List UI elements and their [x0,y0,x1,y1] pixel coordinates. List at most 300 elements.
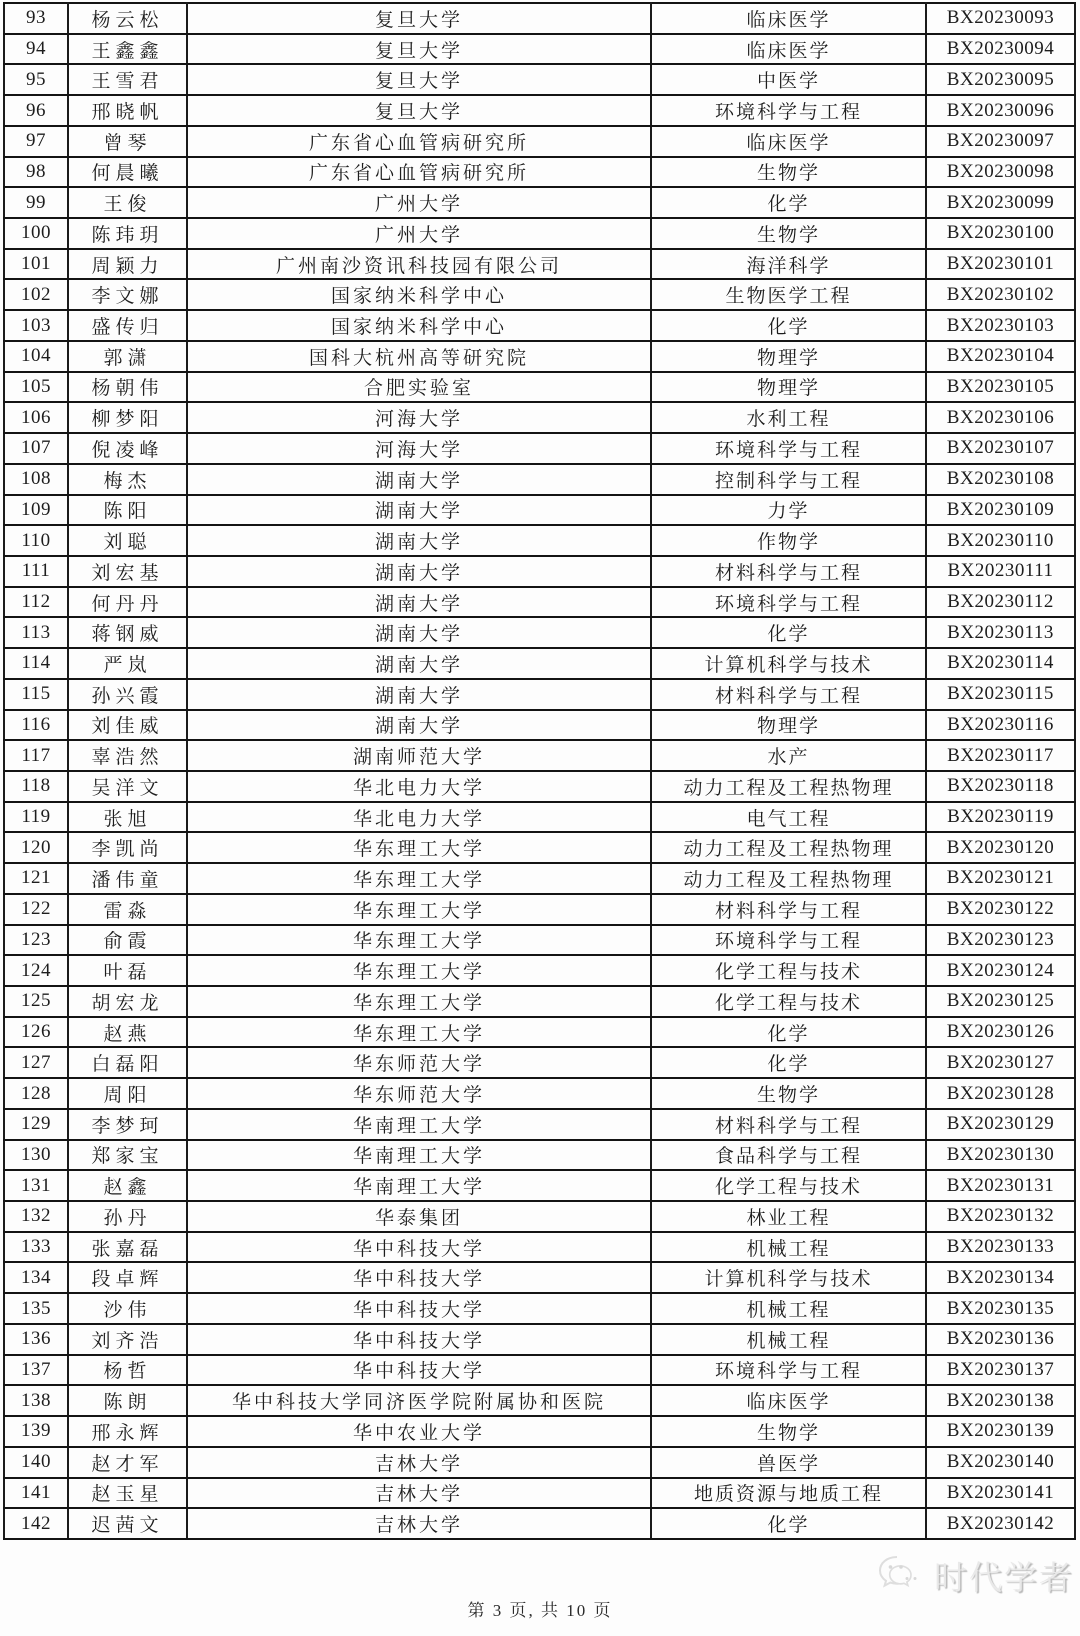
cell-no: 116 [4,710,68,741]
cell-no: 104 [4,341,68,372]
cell-no: 124 [4,955,68,986]
cell-no: 119 [4,802,68,833]
cell-code: BX20230129 [926,1109,1075,1140]
cell-field: 化学 [651,1017,926,1048]
cell-institution: 华东理工大学 [187,894,651,925]
cell-name: 曾琴 [68,126,187,157]
cell-institution: 华东理工大学 [187,863,651,894]
table-row [4,95,1075,126]
cell-code: BX20230130 [926,1140,1075,1171]
table-row [4,1078,1075,1109]
cell-institution: 国家纳米科学中心 [187,279,651,310]
page-footer: 第 3 页, 共 10 页 [467,1601,613,1620]
cell-no: 94 [4,34,68,65]
cell-institution: 华中科技大学 [187,1293,651,1324]
cell-name: 雷淼 [68,894,187,925]
cell-no: 121 [4,863,68,894]
cell-code: BX20230106 [926,402,1075,433]
cell-institution: 华东师范大学 [187,1078,651,1109]
table-row [4,802,1075,833]
table-row [4,648,1075,679]
cell-code: BX20230103 [926,310,1075,341]
table-row [4,1262,1075,1293]
cell-name: 王雪君 [68,64,187,95]
cell-institution: 华中科技大学同济医学院附属协和医院 [187,1385,651,1416]
cell-name: 刘聪 [68,525,187,556]
cell-no: 103 [4,310,68,341]
cell-name: 郑家宝 [68,1140,187,1171]
cell-code: BX20230110 [926,525,1075,556]
table-row [4,771,1075,802]
cell-no: 120 [4,832,68,863]
table-row [4,187,1075,218]
cell-code: BX20230099 [926,187,1075,218]
table-row [4,863,1075,894]
cell-no: 139 [4,1416,68,1447]
cell-field: 环境科学与工程 [651,587,926,618]
cell-code: BX20230098 [926,157,1075,188]
cell-no: 102 [4,279,68,310]
table-row [4,279,1075,310]
cell-field: 化学 [651,1508,926,1539]
cell-name: 赵玉星 [68,1478,187,1509]
cell-no: 111 [4,556,68,587]
cell-field: 环境科学与工程 [651,925,926,956]
cell-code: BX20230105 [926,372,1075,403]
cell-no: 118 [4,771,68,802]
cell-code: BX20230124 [926,955,1075,986]
cell-code: BX20230107 [926,433,1075,464]
cell-code: BX20230142 [926,1508,1075,1539]
cell-name: 李梦珂 [68,1109,187,1140]
cell-name: 杨朝伟 [68,372,187,403]
table-row [4,1447,1075,1478]
cell-field: 临床医学 [651,1385,926,1416]
cell-name: 王俊 [68,187,187,218]
cell-institution: 复旦大学 [187,3,651,34]
cell-institution: 华东理工大学 [187,986,651,1017]
table-row [4,740,1075,771]
cell-institution: 复旦大学 [187,34,651,65]
table-row [4,617,1075,648]
cell-no: 105 [4,372,68,403]
cell-no: 127 [4,1047,68,1078]
cell-name: 陈阳 [68,495,187,526]
cell-no: 136 [4,1324,68,1355]
cell-institution: 合肥实验室 [187,372,651,403]
cell-name: 辜浩然 [68,740,187,771]
cell-institution: 华中科技大学 [187,1324,651,1355]
cell-code: BX20230137 [926,1355,1075,1386]
cell-code: BX20230113 [926,617,1075,648]
cell-no: 101 [4,249,68,280]
cell-name: 柳梦阳 [68,402,187,433]
cell-name: 胡宏龙 [68,986,187,1017]
table-row [4,249,1075,280]
cell-institution: 广东省心血管病研究所 [187,157,651,188]
cell-field: 临床医学 [651,34,926,65]
table-row [4,925,1075,956]
cell-name: 陈朗 [68,1385,187,1416]
cell-name: 周颖力 [68,249,187,280]
cell-institution: 湖南大学 [187,525,651,556]
cell-code: BX20230109 [926,495,1075,526]
cell-name: 李文娜 [68,279,187,310]
cell-no: 141 [4,1478,68,1509]
cell-field: 环境科学与工程 [651,1355,926,1386]
cell-field: 生物学 [651,1416,926,1447]
cell-no: 134 [4,1262,68,1293]
cell-field: 化学 [651,310,926,341]
cell-code: BX20230114 [926,648,1075,679]
cell-institution: 吉林大学 [187,1508,651,1539]
table-row [4,495,1075,526]
table-row [4,3,1075,34]
cell-institution: 湖南大学 [187,617,651,648]
cell-code: BX20230139 [926,1416,1075,1447]
cell-institution: 湖南大学 [187,556,651,587]
cell-institution: 华泰集团 [187,1201,651,1232]
cell-name: 白磊阳 [68,1047,187,1078]
cell-field: 材料科学与工程 [651,1109,926,1140]
cell-code: BX20230123 [926,925,1075,956]
cell-field: 力学 [651,495,926,526]
cell-institution: 复旦大学 [187,95,651,126]
cell-field: 动力工程及工程热物理 [651,832,926,863]
cell-institution: 华中农业大学 [187,1416,651,1447]
cell-no: 133 [4,1232,68,1263]
cell-field: 材料科学与工程 [651,894,926,925]
cell-field: 动力工程及工程热物理 [651,863,926,894]
cell-institution: 广州大学 [187,187,651,218]
cell-no: 130 [4,1140,68,1171]
table-row [4,1355,1075,1386]
table-row [4,587,1075,618]
cell-field: 化学 [651,617,926,648]
cell-no: 107 [4,433,68,464]
cell-institution: 广东省心血管病研究所 [187,126,651,157]
table-row [4,34,1075,65]
cell-institution: 华北电力大学 [187,771,651,802]
cell-field: 化学工程与技术 [651,955,926,986]
table-row [4,679,1075,710]
cell-name: 盛传归 [68,310,187,341]
cell-no: 129 [4,1109,68,1140]
cell-institution: 湖南大学 [187,495,651,526]
table-row [4,1508,1075,1539]
cell-name: 赵鑫 [68,1170,187,1201]
cell-institution: 华中科技大学 [187,1232,651,1263]
table-row [4,464,1075,495]
table-row [4,341,1075,372]
cell-code: BX20230141 [926,1478,1075,1509]
cell-no: 106 [4,402,68,433]
table-row [4,126,1075,157]
cell-name: 吴洋文 [68,771,187,802]
cell-field: 地质资源与地质工程 [651,1478,926,1509]
cell-field: 中医学 [651,64,926,95]
cell-no: 140 [4,1447,68,1478]
cell-no: 100 [4,218,68,249]
cell-code: BX20230117 [926,740,1075,771]
table-row [4,1047,1075,1078]
cell-code: BX20230120 [926,832,1075,863]
cell-no: 137 [4,1355,68,1386]
cell-code: BX20230116 [926,710,1075,741]
cell-field: 食品科学与工程 [651,1140,926,1171]
cell-code: BX20230122 [926,894,1075,925]
cell-no: 110 [4,525,68,556]
cell-no: 115 [4,679,68,710]
cell-field: 化学 [651,187,926,218]
table-row [4,894,1075,925]
cell-field: 临床医学 [651,126,926,157]
cell-code: BX20230133 [926,1232,1075,1263]
cell-name: 邢晓帆 [68,95,187,126]
cell-no: 122 [4,894,68,925]
cell-name: 赵燕 [68,1017,187,1048]
cell-field: 机械工程 [651,1324,926,1355]
cell-code: BX20230119 [926,802,1075,833]
table-body [4,3,1075,1539]
cell-name: 杨哲 [68,1355,187,1386]
cell-field: 环境科学与工程 [651,95,926,126]
cell-institution: 湖南大学 [187,587,651,618]
cell-name: 杨云松 [68,3,187,34]
cell-name: 何丹丹 [68,587,187,618]
cell-field: 生物学 [651,218,926,249]
cell-field: 水利工程 [651,402,926,433]
cell-field: 材料科学与工程 [651,556,926,587]
cell-no: 114 [4,648,68,679]
cell-no: 98 [4,157,68,188]
table-row [4,556,1075,587]
cell-field: 控制科学与工程 [651,464,926,495]
table-row [4,218,1075,249]
cell-no: 96 [4,95,68,126]
table-row [4,1232,1075,1263]
cell-name: 俞霞 [68,925,187,956]
watermark-label: 时代学者 [934,1559,1074,1596]
cell-code: BX20230121 [926,863,1075,894]
cell-field: 机械工程 [651,1232,926,1263]
table-row [4,157,1075,188]
cell-institution: 湖南大学 [187,464,651,495]
cell-name: 沙伟 [68,1293,187,1324]
cell-institution: 湖南大学 [187,679,651,710]
cell-institution: 湖南大学 [187,710,651,741]
cell-code: BX20230118 [926,771,1075,802]
cell-name: 何晨曦 [68,157,187,188]
cell-code: BX20230138 [926,1385,1075,1416]
table-row [4,525,1075,556]
cell-name: 梅杰 [68,464,187,495]
cell-no: 135 [4,1293,68,1324]
table-row [4,955,1075,986]
table-row [4,1017,1075,1048]
cell-field: 环境科学与工程 [651,433,926,464]
cell-no: 109 [4,495,68,526]
cell-code: BX20230094 [926,34,1075,65]
cell-code: BX20230127 [926,1047,1075,1078]
cell-code: BX20230136 [926,1324,1075,1355]
cell-field: 化学 [651,1047,926,1078]
cell-institution: 河海大学 [187,433,651,464]
cell-institution: 广州南沙资讯科技园有限公司 [187,249,651,280]
cell-institution: 国家纳米科学中心 [187,310,651,341]
cell-field: 电气工程 [651,802,926,833]
cell-name: 刘宏基 [68,556,187,587]
cell-name: 倪凌峰 [68,433,187,464]
table-row [4,1416,1075,1447]
cell-field: 临床医学 [651,3,926,34]
cell-institution: 吉林大学 [187,1478,651,1509]
table-row [4,1385,1075,1416]
table-row [4,1109,1075,1140]
cell-field: 化学工程与技术 [651,1170,926,1201]
cell-name: 李凯尚 [68,832,187,863]
table-row [4,986,1075,1017]
table-row [4,310,1075,341]
cell-code: BX20230093 [926,3,1075,34]
cell-name: 孙丹 [68,1201,187,1232]
cell-code: BX20230132 [926,1201,1075,1232]
cell-no: 132 [4,1201,68,1232]
cell-field: 生物学 [651,157,926,188]
cell-field: 材料科学与工程 [651,679,926,710]
cell-field: 动力工程及工程热物理 [651,771,926,802]
cell-institution: 湖南师范大学 [187,740,651,771]
cell-field: 生物学 [651,1078,926,1109]
cell-no: 113 [4,617,68,648]
cell-field: 物理学 [651,372,926,403]
cell-code: BX20230111 [926,556,1075,587]
cell-code: BX20230125 [926,986,1075,1017]
cell-field: 水产 [651,740,926,771]
cell-code: BX20230100 [926,218,1075,249]
table-row [4,64,1075,95]
cell-name: 陈玮玥 [68,218,187,249]
table-row [4,1324,1075,1355]
cell-institution: 华南理工大学 [187,1170,651,1201]
cell-code: BX20230131 [926,1170,1075,1201]
wechat-icon [876,1553,928,1599]
cell-field: 化学工程与技术 [651,986,926,1017]
cell-institution: 河海大学 [187,402,651,433]
cell-institution: 华东师范大学 [187,1047,651,1078]
scholar-roster-table [3,2,1076,1540]
cell-name: 张嘉磊 [68,1232,187,1263]
table-row [4,1201,1075,1232]
cell-field: 兽医学 [651,1447,926,1478]
cell-code: BX20230126 [926,1017,1075,1048]
cell-name: 郭潇 [68,341,187,372]
cell-code: BX20230108 [926,464,1075,495]
cell-name: 段卓辉 [68,1262,187,1293]
cell-no: 95 [4,64,68,95]
table-row [4,1478,1075,1509]
cell-name: 蒋钢威 [68,617,187,648]
cell-code: BX20230134 [926,1262,1075,1293]
cell-institution: 广州大学 [187,218,651,249]
cell-no: 99 [4,187,68,218]
cell-no: 142 [4,1508,68,1539]
cell-no: 138 [4,1385,68,1416]
cell-code: BX20230140 [926,1447,1075,1478]
cell-institution: 复旦大学 [187,64,651,95]
cell-no: 93 [4,3,68,34]
cell-institution: 国科大杭州高等研究院 [187,341,651,372]
cell-institution: 华中科技大学 [187,1355,651,1386]
cell-no: 131 [4,1170,68,1201]
cell-institution: 吉林大学 [187,1447,651,1478]
cell-code: BX20230128 [926,1078,1075,1109]
cell-name: 王鑫鑫 [68,34,187,65]
cell-no: 128 [4,1078,68,1109]
table-row [4,402,1075,433]
cell-code: BX20230135 [926,1293,1075,1324]
cell-field: 海洋科学 [651,249,926,280]
cell-field: 林业工程 [651,1201,926,1232]
cell-name: 周阳 [68,1078,187,1109]
cell-no: 108 [4,464,68,495]
cell-institution: 华东理工大学 [187,955,651,986]
cell-name: 孙兴霞 [68,679,187,710]
table-row [4,1140,1075,1171]
table-row [4,372,1075,403]
watermark [876,1552,1074,1599]
cell-name: 张旭 [68,802,187,833]
cell-name: 刘佳威 [68,710,187,741]
cell-institution: 华南理工大学 [187,1140,651,1171]
cell-name: 邢永辉 [68,1416,187,1447]
cell-name: 刘齐浩 [68,1324,187,1355]
cell-no: 123 [4,925,68,956]
cell-no: 125 [4,986,68,1017]
cell-field: 计算机科学与技术 [651,1262,926,1293]
cell-code: BX20230096 [926,95,1075,126]
cell-field: 物理学 [651,710,926,741]
cell-institution: 华中科技大学 [187,1262,651,1293]
table-row [4,1293,1075,1324]
table-row [4,433,1075,464]
table-row [4,832,1075,863]
cell-field: 生物医学工程 [651,279,926,310]
cell-name: 迟茜文 [68,1508,187,1539]
cell-no: 126 [4,1017,68,1048]
cell-institution: 华东理工大学 [187,925,651,956]
cell-code: BX20230097 [926,126,1075,157]
cell-code: BX20230112 [926,587,1075,618]
cell-institution: 华东理工大学 [187,832,651,863]
table-row [4,1170,1075,1201]
cell-field: 物理学 [651,341,926,372]
cell-code: BX20230095 [926,64,1075,95]
cell-code: BX20230115 [926,679,1075,710]
table-row [4,710,1075,741]
cell-institution: 华东理工大学 [187,1017,651,1048]
cell-name: 赵才军 [68,1447,187,1478]
cell-no: 97 [4,126,68,157]
cell-institution: 华南理工大学 [187,1109,651,1140]
cell-name: 严岚 [68,648,187,679]
cell-code: BX20230102 [926,279,1075,310]
cell-name: 潘伟童 [68,863,187,894]
cell-field: 机械工程 [651,1293,926,1324]
cell-code: BX20230104 [926,341,1075,372]
cell-institution: 华北电力大学 [187,802,651,833]
cell-field: 作物学 [651,525,926,556]
